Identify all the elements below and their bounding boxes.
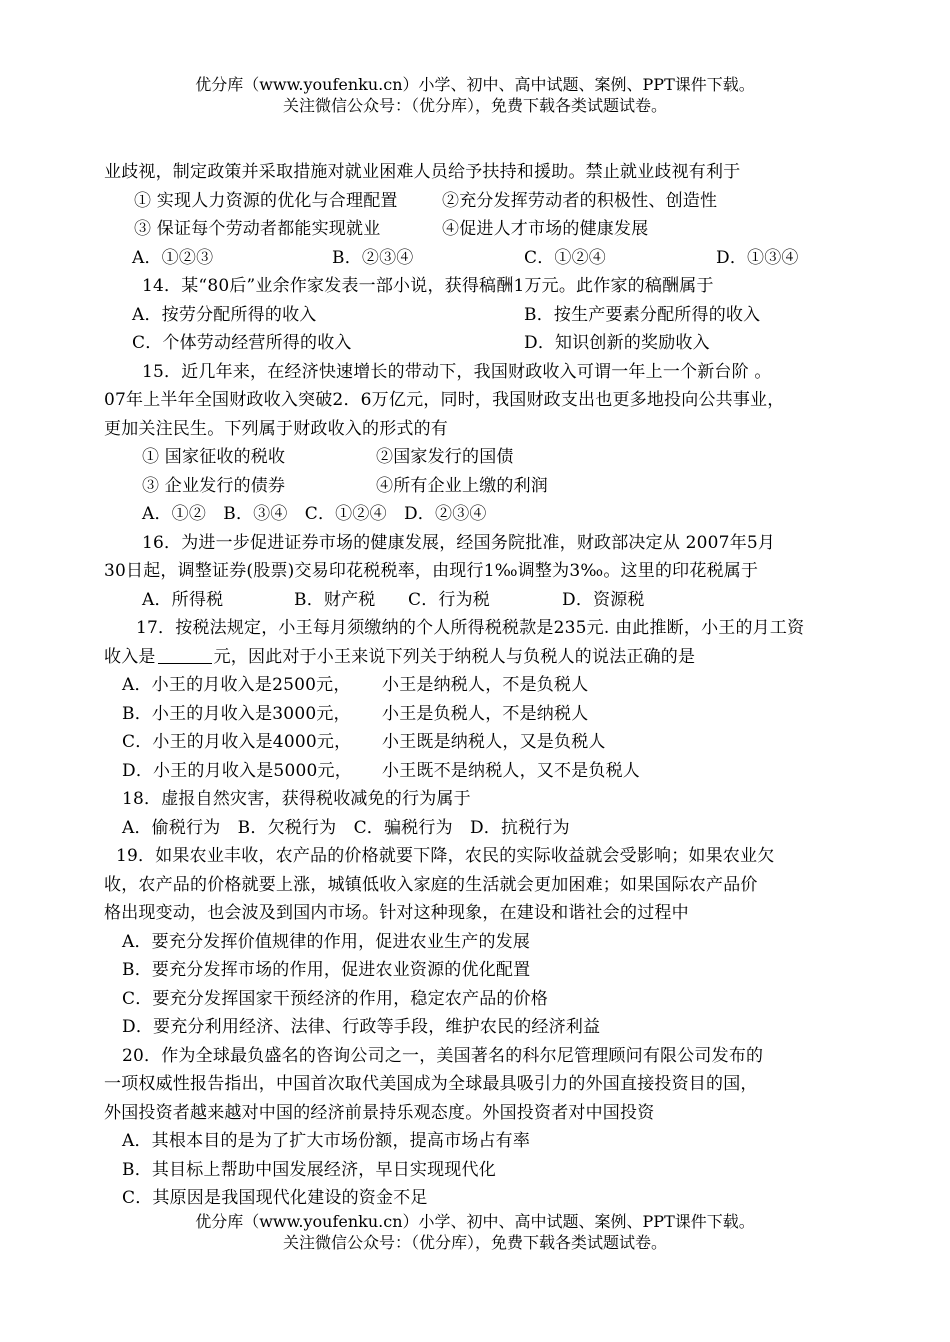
answer-options: A．①② B．③④ C．①②④ D．②③④ <box>142 504 487 524</box>
question-15: 15．近几年来，在经济快速增长的带动下，我国财政收入可谓一年上一个新台阶 。 <box>142 361 772 382</box>
question-18: 18．虚报自然灾害，获得税收减免的行为属于 <box>122 789 471 809</box>
statement-row <box>0 187 950 216</box>
option-a-income: A．小王的月收入是2500元， <box>122 675 351 695</box>
option-b: B．②③④ <box>332 247 414 268</box>
question-text: 一项权威性报告指出，中国首次取代美国成为全球最具吸引力的外国直接投资目的国， <box>104 1074 758 1094</box>
option-b-income: B．小王的月收入是3000元， <box>122 703 351 724</box>
answer-options: A．偷税行为 B．欠税行为 C．骗税行为 D．抗税行为 <box>122 817 570 838</box>
option-a: A．①②③ <box>132 247 214 268</box>
option-a-role: 小王是纳税人，不是负税人 <box>382 675 589 695</box>
question-text: 收，农产品的价格就要上涨，城镇低收入家庭的生活就会更加困难；如果国际农产品价 <box>104 874 758 895</box>
question-text: 07年上半年全国财政收入突破2．6万亿元，同时，我国财政支出也更多地投向公共事业， <box>104 390 785 410</box>
option-b: B．财产税 <box>294 589 376 610</box>
page-footer <box>0 1211 950 1253</box>
answer-option-row <box>0 728 950 757</box>
answer-options <box>0 586 950 615</box>
option-a: A．按劳分配所得的收入 <box>132 304 317 325</box>
option-d-role: 小王既不是纳税人，又不是负税人 <box>382 760 640 781</box>
question-text: 30日起，调整证券(股票)交易印花税税率，由现行1‰调整为3‰。这里的印花税属于 <box>104 561 759 581</box>
option-c-role: 小王既是纳税人，又是负税人 <box>382 732 606 752</box>
answer-options <box>0 301 950 330</box>
question-14: 14．某“80后”业余作家发表一部小说，获得稿酬1万元。此作家的稿酬属于 <box>142 276 714 296</box>
page-header <box>0 74 950 116</box>
question-text-start: 收入是 <box>104 646 156 667</box>
statement-row <box>0 472 950 501</box>
option-c-income: C．小王的月收入是4000元， <box>122 732 352 752</box>
statement-2: ②充分发挥劳动者的积极性、创造性 <box>442 190 718 211</box>
question-text: 更加关注民生。下列属于财政收入的形式的有 <box>104 418 448 439</box>
option-c: C．个体劳动经营所得的收入 <box>132 333 352 353</box>
statement-1: ① 实现人力资源的优化与合理配置 <box>134 190 398 211</box>
option-a: A．所得税 <box>142 589 224 610</box>
option-d-income: D．小王的月收入是5000元， <box>122 760 352 781</box>
statement-3: ③ 企业发行的债券 <box>142 475 286 496</box>
option-d: D．①③④ <box>716 247 799 268</box>
option-d: D．资源税 <box>562 589 645 610</box>
answer-blank <box>158 645 212 664</box>
statement-3: ③ 保证每个劳动者都能实现就业 <box>134 219 381 239</box>
footer-line-2: 关注微信公众号：（优分库），免费下载各类试题试卷。 <box>282 1233 667 1252</box>
answer-options <box>0 329 950 358</box>
question-text: 外国投资者越来越对中国的经济前景持乐观态度。外国投资者对中国投资 <box>104 1102 655 1123</box>
statement-row <box>0 215 950 244</box>
option-c: C．其原因是我国现代化建设的资金不足 <box>122 1188 428 1208</box>
answer-option-row <box>0 757 950 786</box>
question-16: 16．为进一步促进证券市场的健康发展，经国务院批准，财政部决定从 2007年5月 <box>142 532 776 553</box>
header-line-2: 关注微信公众号：（优分库），免费下载各类试题试卷。 <box>282 96 667 115</box>
option-c: C．①②④ <box>524 247 607 268</box>
question-text: 格出现变动，也会波及到国内市场。针对这种现象，在建设和谐社会的过程中 <box>104 903 689 923</box>
option-a: A．其根本目的是为了扩大市场份额，提高市场占有率 <box>122 1131 531 1151</box>
option-a: A．要充分发挥价值规律的作用，促进农业生产的发展 <box>122 931 531 952</box>
statement-4: ④促进人才市场的健康发展 <box>442 219 649 239</box>
option-c: C．要充分发挥国家干预经济的作用，稳定农产品的价格 <box>122 988 549 1009</box>
footer-line-1: 优分库（www.youfenku.cn）小学、初中、高中试题、案例、PPT课件下载。 <box>195 1212 755 1231</box>
question-text: 业歧视，制定政策并采取措施对就业困难人员给予扶持和援助。禁止就业歧视有利于 <box>104 162 741 182</box>
question-20: 20．作为全球最负盛名的咨询公司之一，美国著名的科尔尼管理顾问有限公司发布的 <box>122 1045 764 1066</box>
answer-option-row <box>0 671 950 700</box>
answer-options <box>0 244 950 273</box>
option-b-role: 小王是负税人，不是纳税人 <box>382 703 589 724</box>
question-text-end: 元，因此对于小王来说下列关于纳税人与负税人的说法正确的是 <box>213 646 696 667</box>
statement-row <box>0 443 950 472</box>
statement-4: ④所有企业上缴的利润 <box>376 475 548 496</box>
header-line-1: 优分库（www.youfenku.cn）小学、初中、高中试题、案例、PPT课件下载。 <box>195 75 755 94</box>
option-b: B．其目标上帮助中国发展经济，早日实现现代化 <box>122 1159 496 1180</box>
option-d: D．知识创新的奖励收入 <box>524 333 710 353</box>
option-c: C．行为税 <box>408 589 491 610</box>
question-text <box>104 643 695 672</box>
statement-2: ②国家发行的国债 <box>376 447 514 467</box>
question-19: 19．如果农业丰收，农产品的价格就要下降，农民的实际收益就会受影响；如果农业欠 <box>116 846 775 866</box>
option-b: B．按生产要素分配所得的收入 <box>524 304 761 325</box>
answer-option-row <box>0 700 950 729</box>
option-b: B．要充分发挥市场的作用，促进农业资源的优化配置 <box>122 960 531 980</box>
question-17: 17．按税法规定，小王每月须缴纳的个人所得税税款是235元. 由此推断，小王的月工资 <box>136 618 805 638</box>
option-d: D．要充分利用经济、法律、行政等手段，维护农民的经济利益 <box>122 1017 601 1037</box>
statement-1: ① 国家征收的税收 <box>142 447 286 467</box>
